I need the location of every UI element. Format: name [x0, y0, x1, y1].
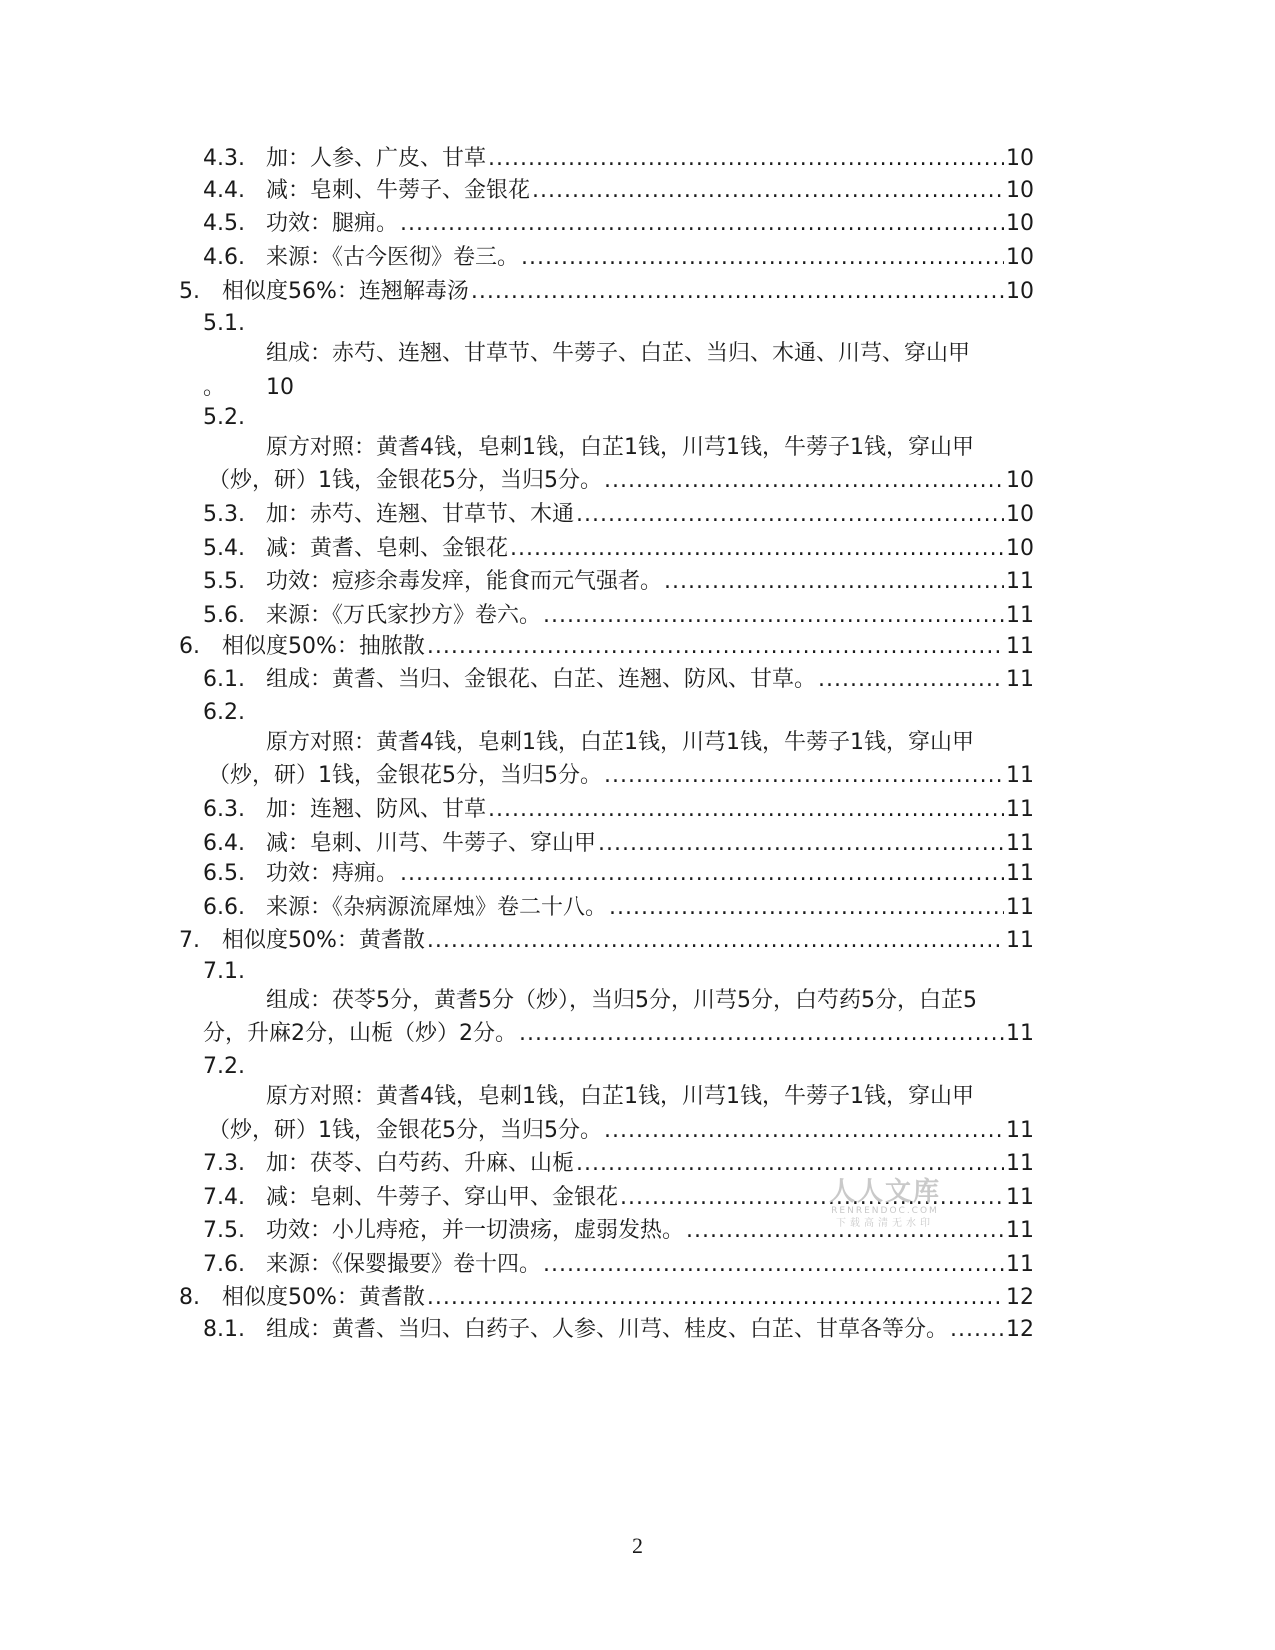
- toc-page: 11: [1006, 797, 1034, 822]
- watermark-subtitle: 下载高清无水印: [836, 1218, 934, 1229]
- toc-leader: [576, 1148, 1004, 1180]
- toc-number: 8.1.: [203, 1317, 245, 1342]
- toc-number: 7.: [179, 928, 200, 953]
- toc-title: 组成：赤芍、连翘、甘草节、牛蒡子、白芷、当归、木通、川芎、穿山甲: [266, 341, 971, 366]
- toc-leader: [604, 465, 1004, 497]
- toc-page: 11: [1006, 1185, 1034, 1210]
- toc-title: 原方对照：黄耆4钱，皂刺1钱，白芷1钱，川芎1钱，牛蒡子1钱，穿山甲: [266, 730, 974, 755]
- watermark: [820, 1178, 950, 1230]
- toc-number: 7.5.: [203, 1218, 245, 1243]
- toc-page: 10: [266, 375, 294, 400]
- toc-title-continuation: （炒，研）1钱，金银花5分，当归5分。: [208, 763, 602, 788]
- toc-number: 7.6.: [203, 1252, 245, 1277]
- toc-number: 7.2.: [203, 1054, 245, 1079]
- toc-number: 4.4.: [203, 178, 245, 203]
- toc-leader: [427, 631, 1004, 663]
- toc-page: 11: [1006, 928, 1034, 953]
- toc-number: 6.5.: [203, 861, 245, 886]
- toc-number: 6.1.: [203, 667, 245, 692]
- toc-number: 5.2.: [203, 405, 245, 430]
- page-number: 2: [632, 1533, 643, 1558]
- toc-number: 4.6.: [203, 245, 245, 270]
- toc-title: 加：人参、广皮、甘草: [266, 146, 487, 171]
- toc-title: 组成：黄耆、当归、白药子、人参、川芎、桂皮、白芷、甘草各等分。: [266, 1317, 949, 1342]
- toc-title-continuation: 。: [203, 375, 226, 400]
- toc-number: 6.: [179, 634, 200, 659]
- toc-leader: [519, 1018, 1004, 1050]
- toc-leader: [488, 143, 1004, 175]
- toc-leader: [604, 1115, 1004, 1147]
- toc-title: 减：皂刺、牛蒡子、穿山甲、金银花: [266, 1185, 619, 1210]
- toc-title: 组成：茯苓5分，黄耆5分（炒），当归5分，川芎5分，白芍药5分，白芷5: [266, 988, 977, 1013]
- toc-leader: [427, 1282, 1004, 1314]
- toc-title: 原方对照：黄耆4钱，皂刺1钱，白芷1钱，川芎1钱，牛蒡子1钱，穿山甲: [266, 435, 974, 460]
- toc-leader: [576, 499, 1004, 531]
- toc-title-continuation: （炒，研）1钱，金银花5分，当归5分。: [208, 1118, 602, 1143]
- toc-number: 5.: [179, 279, 200, 304]
- toc-page: 12: [1006, 1317, 1034, 1342]
- toc-number: 6.6.: [203, 895, 245, 920]
- toc-title-continuation: 分，升麻2分，山栀（炒）2分。: [203, 1021, 517, 1046]
- toc-title: 功效：小儿痔疮，并一切溃疡，虚弱发热。: [266, 1218, 685, 1243]
- toc-leader: [543, 1249, 1004, 1281]
- toc-number: 7.3.: [203, 1151, 245, 1176]
- toc-page: 10: [1006, 279, 1034, 304]
- toc-page: 11: [1006, 1118, 1034, 1143]
- toc-leader: [598, 828, 1004, 860]
- toc-title: 原方对照：黄耆4钱，皂刺1钱，白芷1钱，川芎1钱，牛蒡子1钱，穿山甲: [266, 1084, 974, 1109]
- toc-title: 功效：痔痈。: [266, 861, 399, 886]
- toc-title: 减：皂刺、牛蒡子、金银花: [266, 178, 531, 203]
- toc-title: 组成：黄耆、当归、金银花、白芷、连翘、防风、甘草。: [266, 667, 817, 692]
- toc-page: 11: [1006, 634, 1034, 659]
- toc-number: 7.4.: [203, 1185, 245, 1210]
- toc-number: 5.4.: [203, 536, 245, 561]
- toc-page: 11: [1006, 1252, 1034, 1277]
- toc-page: 11: [1006, 569, 1034, 594]
- toc-leader: [488, 794, 1004, 826]
- toc-page: 10: [1006, 146, 1034, 171]
- toc-page: 12: [1006, 1285, 1034, 1310]
- toc-title: 功效：痘疹余毒发痒，能食而元气强者。: [266, 569, 663, 594]
- toc-title: 相似度50%：抽脓散: [222, 634, 425, 659]
- toc-number: 6.3.: [203, 797, 245, 822]
- toc-title: 加：连翘、防风、甘草: [266, 797, 487, 822]
- toc-page: 11: [1006, 1021, 1034, 1046]
- toc-number: 5.3.: [203, 502, 245, 527]
- toc-leader: [400, 858, 1004, 890]
- toc-title: 来源：《万氏家抄方》卷六。: [266, 603, 542, 628]
- toc-title: 来源：《杂病源流犀烛》卷二十八。: [266, 895, 608, 920]
- toc-number: 5.1.: [203, 311, 245, 336]
- toc-leader: [400, 208, 1004, 240]
- toc-page: 11: [1006, 1218, 1034, 1243]
- toc-title-continuation: （炒，研）1钱，金银花5分，当归5分。: [208, 468, 602, 493]
- toc-number: 5.6.: [203, 603, 245, 628]
- toc-leader: [664, 566, 1004, 598]
- watermark-url: RENRENDOC.COM: [831, 1206, 939, 1216]
- toc-page: 11: [1006, 667, 1034, 692]
- toc-title: 加：赤芍、连翘、甘草节、木通: [266, 502, 575, 527]
- toc-number: 4.5.: [203, 211, 245, 236]
- toc-number: 6.4.: [203, 831, 245, 856]
- toc-title: 减：黄耆、皂刺、金银花: [266, 536, 509, 561]
- toc-page: 11: [1006, 861, 1034, 886]
- toc-leader: [427, 925, 1004, 957]
- toc-number: 6.2.: [203, 700, 245, 725]
- toc-page: 10: [1006, 536, 1034, 561]
- toc-leader: [609, 892, 1004, 924]
- toc-title: 减：皂刺、川芎、牛蒡子、穿山甲: [266, 831, 597, 856]
- toc-title: 来源：《古今医彻》卷三。: [266, 245, 520, 270]
- toc-page: 11: [1006, 1151, 1034, 1176]
- toc-page: 10: [1006, 245, 1034, 270]
- toc-page: 11: [1006, 895, 1034, 920]
- toc-page: 10: [1006, 211, 1034, 236]
- toc-leader: [510, 533, 1004, 565]
- toc-page: 10: [1006, 468, 1034, 493]
- toc-title: 相似度56%：连翘解毒汤: [222, 279, 469, 304]
- toc-title: 相似度50%：黄耆散: [222, 928, 425, 953]
- toc-leader: [543, 600, 1004, 632]
- toc-leader: [950, 1314, 1004, 1346]
- toc-number: 4.3.: [203, 146, 245, 171]
- toc-title: 功效：腿痈。: [266, 211, 399, 236]
- toc-leader: [532, 175, 1004, 207]
- toc-title: 来源：《保婴撮要》卷十四。: [266, 1252, 542, 1277]
- toc-leader: [604, 760, 1004, 792]
- toc-number: 5.5.: [203, 569, 245, 594]
- toc-title: 加：茯苓、白芍药、升麻、山栀: [266, 1151, 575, 1176]
- toc-leader: [818, 664, 1004, 696]
- toc-page: 10: [1006, 502, 1034, 527]
- watermark-title: 人人文库: [828, 1177, 941, 1207]
- toc-page: 11: [1006, 831, 1034, 856]
- toc-page: 11: [1006, 603, 1034, 628]
- toc-title: 相似度50%：黄耆散: [222, 1285, 425, 1310]
- toc-number: 7.1.: [203, 959, 245, 984]
- toc-leader: [471, 276, 1004, 308]
- toc-leader: [521, 242, 1004, 274]
- toc-page: 11: [1006, 763, 1034, 788]
- toc-number: 8.: [179, 1285, 200, 1310]
- toc-page: 10: [1006, 178, 1034, 203]
